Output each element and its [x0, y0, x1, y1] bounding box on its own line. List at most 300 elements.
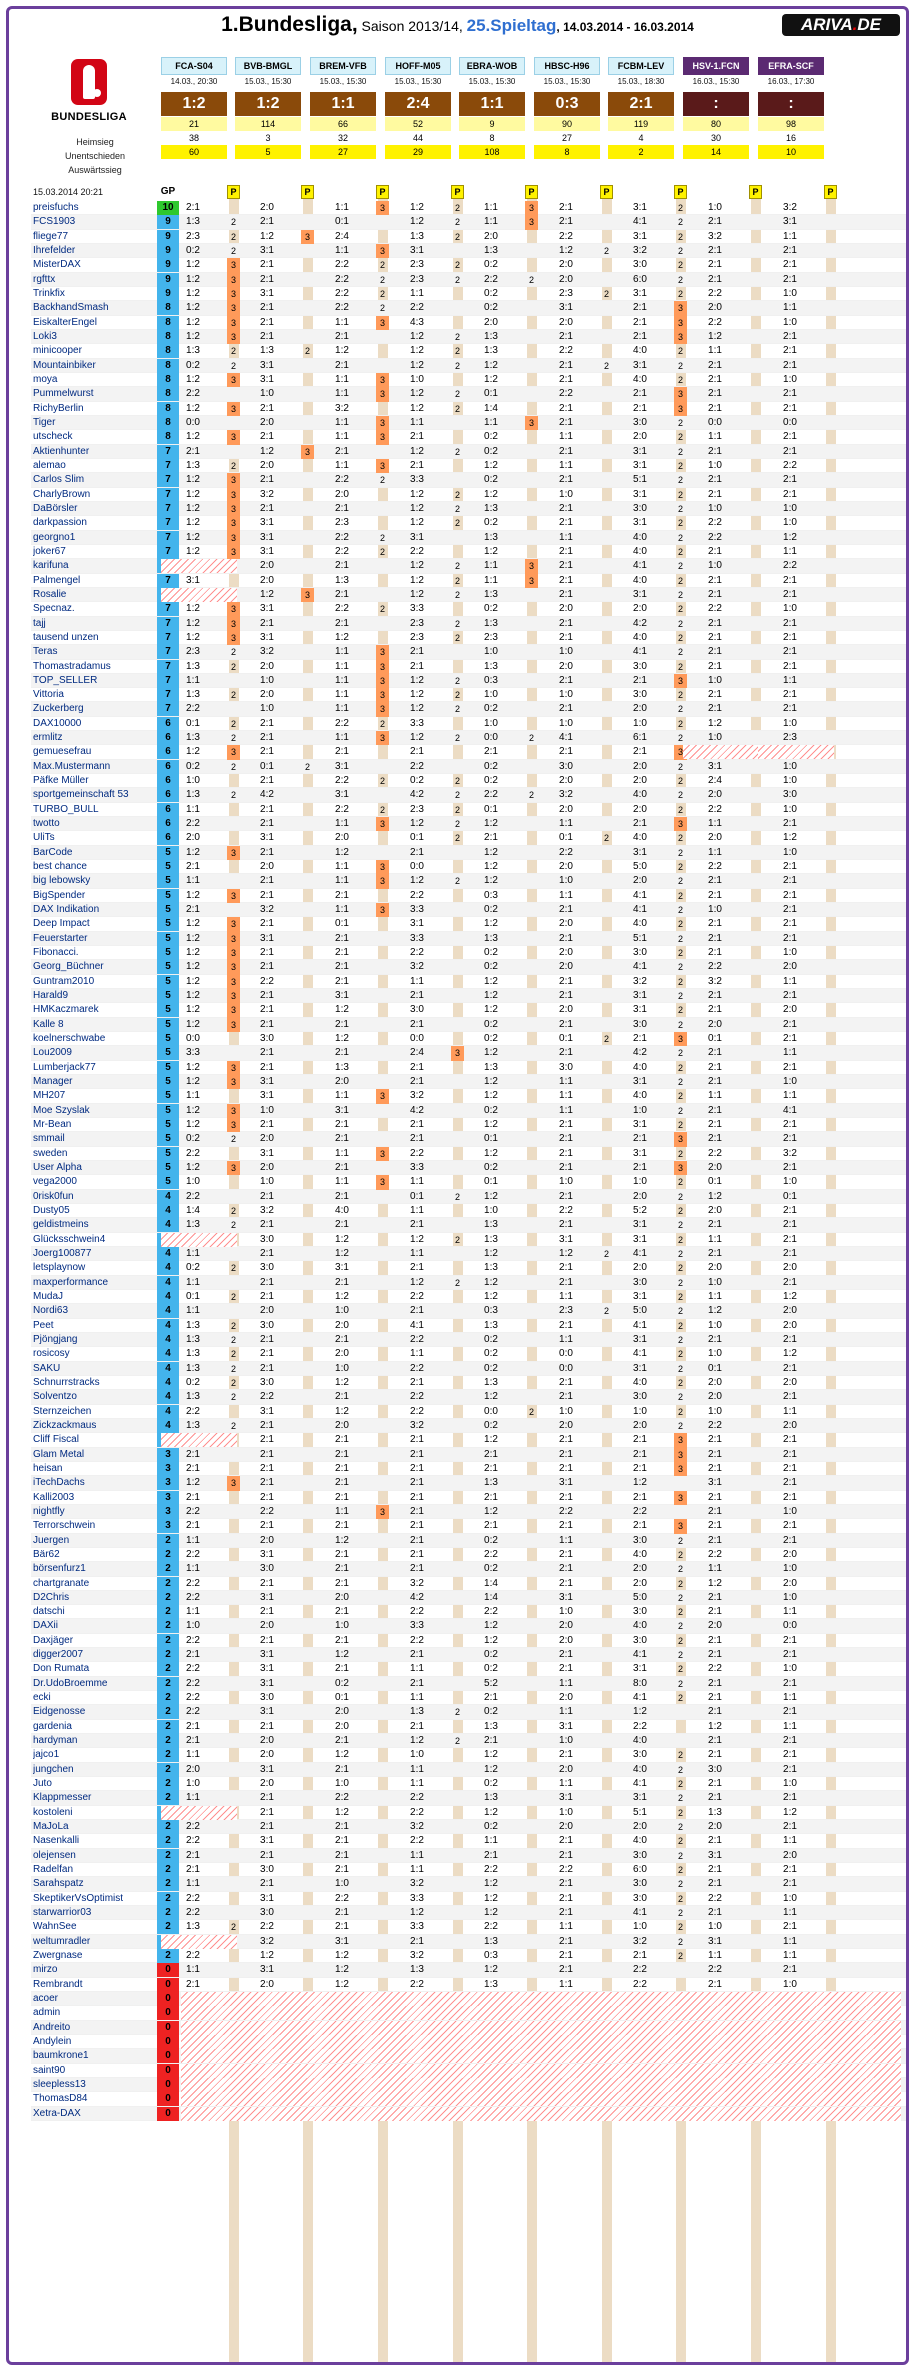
player-name[interactable]: Mr-Bean	[33, 1119, 72, 1130]
tip-cell: 3:1	[633, 1362, 647, 1374]
tip-cell: 1:1	[410, 1348, 424, 1360]
tip-cell: 1:0	[708, 202, 722, 213]
tip-cell: 2:1	[260, 1520, 274, 1532]
player-name[interactable]: fliege77	[33, 230, 69, 242]
match-code[interactable]: BVB-BMGL	[235, 57, 301, 75]
player-name[interactable]: TURBO_BULL	[33, 803, 99, 815]
tip-cell: 2:2	[783, 459, 797, 471]
match-code[interactable]: HSV-1.FCN	[683, 57, 749, 75]
player-name[interactable]: hardyman	[33, 1735, 78, 1747]
player-name[interactable]: alemao	[33, 459, 66, 471]
player-name[interactable]: geldistmeins	[33, 1219, 89, 1231]
tip-cell: 1:2	[186, 316, 200, 328]
player-name[interactable]: rgfttx	[33, 273, 56, 285]
player-name[interactable]: Andylein	[33, 2036, 72, 2047]
tip-cell: 1:2	[186, 517, 200, 529]
tip-cell: 3:1	[559, 1233, 573, 1245]
player-name[interactable]: utscheck	[33, 431, 73, 443]
player-name[interactable]: WahnSee	[33, 1921, 77, 1933]
points-cell: 2	[677, 804, 683, 815]
title-dates: , 14.03.2014 - 16.03.2014	[556, 20, 694, 34]
player-name[interactable]: Trinkfix	[33, 287, 65, 299]
player-name[interactable]: Ihrefelder	[33, 244, 76, 256]
player-name[interactable]: starwarrior03	[33, 1907, 92, 1919]
player-name[interactable]: Rembrandt	[33, 1978, 83, 1990]
match-date: 16.03., 17:30	[767, 77, 815, 86]
player-name[interactable]: Klappmesser	[33, 1792, 92, 1804]
player-name[interactable]: tajj	[33, 617, 46, 629]
player-name[interactable]: twotto	[33, 818, 60, 830]
tip-cell: 2:1	[783, 402, 797, 414]
points-cell: 3	[376, 1147, 389, 1161]
player-name[interactable]: Lumberjack77	[33, 1061, 96, 1073]
player-name[interactable]: DAX10000	[33, 717, 82, 729]
player-name[interactable]: Glam Metal	[33, 1448, 85, 1460]
player-name[interactable]: gardenia	[33, 1720, 72, 1732]
tip-cell: 1:3	[484, 330, 498, 342]
player-name[interactable]: börsenfurz1	[33, 1563, 86, 1575]
player-gp: 5	[157, 860, 179, 874]
tip-cell: 2:1	[410, 1076, 424, 1088]
player-name[interactable]: Bär62	[33, 1548, 60, 1560]
points-cell: 2	[677, 1578, 683, 1589]
player-name[interactable]: Glücksschwein4	[33, 1233, 106, 1245]
tip-cell: 1:3	[484, 244, 498, 256]
player-name[interactable]: Guntram2010	[33, 975, 95, 987]
player-name[interactable]: D2Chris	[33, 1591, 70, 1603]
tip-cell: 1:0	[783, 1076, 797, 1088]
points-cell: 3	[674, 301, 687, 315]
tip-cell: 0:0	[186, 416, 200, 428]
player-name[interactable]: smmail	[33, 1133, 65, 1145]
match-draw-count: 4	[608, 131, 674, 145]
points-cell: 2	[230, 647, 236, 658]
player-name[interactable]: FCS1903	[33, 216, 76, 228]
player-name[interactable]: MaJoLa	[33, 1821, 69, 1833]
player-name[interactable]: moya	[33, 373, 58, 385]
tip-cell: 0:1	[484, 803, 498, 815]
tip-cell: 5:1	[633, 474, 647, 486]
player-name[interactable]: Schnurrstracks	[33, 1376, 100, 1388]
tip-cell: 2:1	[335, 1663, 349, 1675]
player-name[interactable]: Tiger	[33, 416, 56, 428]
points-cell: 2	[677, 1564, 683, 1575]
player-name[interactable]: Kalle 8	[33, 1018, 64, 1030]
player-name[interactable]: rosicosy	[33, 1348, 70, 1360]
tip-cell: 0:1	[559, 832, 573, 844]
player-name[interactable]: Zwergnase	[33, 1950, 83, 1962]
player-name[interactable]: 0risk0fun	[33, 1190, 74, 1202]
tip-cell: 1:4	[484, 402, 498, 414]
tip-cell: 1:1	[783, 1692, 797, 1704]
match-code[interactable]: HBSC-H96	[534, 57, 600, 75]
points-cell: 2	[677, 1306, 683, 1317]
player-name[interactable]: Deep Impact	[33, 918, 90, 930]
player-name[interactable]: minicooper	[33, 345, 82, 357]
player-name[interactable]: Sarahspatz	[33, 1878, 84, 1890]
tip-cell: 1:2	[410, 674, 424, 686]
player-name[interactable]: Solventzo	[33, 1391, 77, 1403]
player-name[interactable]: kostoleni	[33, 1806, 73, 1818]
tip-cell: 1:1	[335, 244, 349, 256]
player-gp: 8	[157, 316, 179, 330]
points-cell: 2	[677, 847, 683, 858]
player-name[interactable]: admin	[33, 2007, 61, 2019]
tip-cell: 1:2	[186, 1018, 200, 1030]
tip-cell: 2:2	[335, 803, 349, 815]
points-cell: 3	[227, 1003, 240, 1017]
player-name[interactable]: SkeptikerVsOptimist	[33, 1892, 124, 1904]
tip-cell: 2:1	[559, 1319, 573, 1331]
tip-cell: 2:1	[559, 1262, 573, 1274]
player-name[interactable]: Päfke Müller	[33, 775, 89, 787]
player-name[interactable]: Vittoria	[33, 689, 64, 701]
tip-cell: 2:0	[633, 1563, 647, 1575]
player-name[interactable]: Don Rumata	[33, 1663, 90, 1675]
points-cell: 2	[230, 217, 236, 228]
tip-cell: 0:2	[484, 1161, 498, 1173]
player-name[interactable]: Max.Mustermann	[33, 760, 111, 772]
player-name[interactable]: sweden	[33, 1147, 68, 1159]
player-name[interactable]: MH207	[33, 1090, 66, 1102]
player-name[interactable]: Pummelwurst	[33, 388, 94, 400]
tip-cell: 2:1	[260, 1004, 274, 1016]
player-name[interactable]: jungchen	[33, 1763, 74, 1775]
tip-cell: 1:3	[186, 689, 200, 701]
tip-cell: 3:1	[260, 287, 274, 299]
tip-cell: 3:1	[633, 588, 647, 600]
player-name[interactable]: Aktienhunter	[33, 445, 90, 457]
player-name[interactable]: Dusty05	[33, 1204, 70, 1216]
table-row	[31, 660, 909, 674]
player-name[interactable]: Joerg100877	[33, 1247, 92, 1259]
tip-cell: 2:1	[559, 1462, 573, 1474]
player-name[interactable]: Peet	[33, 1319, 54, 1331]
tip-cell: 2:1	[559, 932, 573, 944]
player-name[interactable]: Moe Szyslak	[33, 1104, 90, 1116]
tip-cell: 1:0	[708, 1921, 722, 1933]
points-cell: 3	[674, 1491, 687, 1505]
tip-cell: 2:0	[633, 1821, 647, 1833]
player-name[interactable]: Rosalie	[33, 588, 67, 600]
tip-cell: 2:1	[783, 330, 797, 342]
player-name[interactable]: Mountainbiker	[33, 359, 96, 371]
player-name[interactable]: letsplaynow	[33, 1262, 86, 1274]
tip-cell: 3:0	[783, 789, 797, 801]
tip-cell: 1:2	[484, 1076, 498, 1088]
player-name[interactable]: ermlitz	[33, 732, 63, 744]
player-name[interactable]: saint90	[33, 2064, 66, 2076]
player-name[interactable]: koelnerschwabe	[33, 1033, 106, 1045]
tip-cell: 0:2	[484, 1362, 498, 1374]
player-name[interactable]: Juergen	[33, 1534, 70, 1546]
points-cell: 2	[677, 1363, 683, 1374]
match-code[interactable]: EBRA-WOB	[459, 57, 525, 75]
tip-cell: 2:1	[410, 1119, 424, 1130]
player-name[interactable]: Cliff Fiscal	[33, 1434, 79, 1446]
player-gp: 5	[157, 1061, 179, 1075]
player-name[interactable]: gemuesefrau	[33, 746, 92, 758]
table-row	[31, 387, 909, 401]
tip-cell: 2:1	[559, 416, 573, 428]
player-name[interactable]: HMKaczmarek	[33, 1004, 99, 1016]
tip-cell: 2:1	[335, 1835, 349, 1847]
tip-cell: 2:1	[260, 1276, 274, 1288]
tip-cell: 0:2	[484, 1778, 498, 1790]
points-cell: 2	[304, 761, 310, 772]
player-name[interactable]: Feuerstarter	[33, 932, 88, 944]
tip-cell: 1:0	[559, 689, 573, 701]
tip-cell: 1:3	[484, 1477, 498, 1489]
tip-cell: 2:1	[783, 474, 797, 486]
points-cell: 2	[677, 1019, 683, 1030]
player-name[interactable]: Thomastradamus	[33, 660, 111, 672]
points-cell: 3	[227, 488, 240, 502]
tip-cell: 2:1	[410, 646, 424, 658]
tip-cell: 1:2	[186, 631, 200, 643]
points-cell: 2	[454, 733, 460, 744]
player-name[interactable]: SAKU	[33, 1362, 61, 1374]
player-gp: 5	[157, 1161, 179, 1175]
tip-cell: 2:2	[410, 302, 424, 314]
match-score: 1:1	[459, 92, 525, 116]
player-name[interactable]: georgno1	[33, 531, 76, 543]
tip-cell: 4:1	[633, 1319, 647, 1331]
player-name[interactable]: vega2000	[33, 1176, 77, 1188]
player-name[interactable]: RichyBerlin	[33, 402, 84, 414]
player-name[interactable]: maxperformance	[33, 1276, 109, 1288]
player-name[interactable]: olejensen	[33, 1849, 76, 1861]
player-name[interactable]: karifuna	[33, 560, 69, 572]
player-name[interactable]: iTechDachs	[33, 1477, 85, 1489]
tip-cell: 2:1	[708, 631, 722, 643]
tip-cell: 3:3	[410, 1161, 424, 1173]
tip-cell: 2:1	[186, 1462, 200, 1474]
tip-cell: 2:2	[633, 1964, 647, 1976]
player-name[interactable]: weltumradler	[33, 1935, 91, 1947]
points-cell: 2	[677, 905, 683, 916]
tip-cell: 2:0	[783, 1548, 797, 1560]
player-name[interactable]: DaBörsler	[33, 502, 78, 514]
player-name[interactable]: Xetra-DAX	[33, 2107, 81, 2119]
player-name[interactable]: Carlos Slim	[33, 474, 85, 486]
tip-cell: 0:2	[484, 1706, 498, 1718]
tip-cell: 1:3	[186, 1391, 200, 1403]
tip-cell: 2:0	[633, 603, 647, 615]
player-name[interactable]: Harald9	[33, 990, 69, 1002]
player-name[interactable]: EiskalterEngel	[33, 316, 97, 328]
tip-cell: 3:1	[633, 1119, 647, 1130]
table-row	[31, 745, 909, 759]
tip-cell: 2:1	[708, 1520, 722, 1532]
table-row	[31, 989, 909, 1003]
player-name[interactable]: Eidgenosse	[33, 1706, 86, 1718]
player-gp: 5	[157, 874, 179, 888]
player-name[interactable]: Georg_Büchner	[33, 961, 104, 973]
tip-cell: 2:1	[260, 1634, 274, 1646]
player-name[interactable]: BarCode	[33, 846, 73, 858]
tip-cell: 1:1	[335, 431, 349, 443]
points-cell: 2	[677, 1635, 683, 1646]
tip-cell: 2:1	[559, 904, 573, 916]
match-code[interactable]: FCA-S04	[161, 57, 227, 75]
player-name[interactable]: MisterDAX	[33, 259, 81, 271]
player-name[interactable]: Kalli2003	[33, 1491, 75, 1503]
tip-cell: 2:2	[410, 1634, 424, 1646]
tip-cell: 2:2	[335, 273, 349, 285]
points-cell: 2	[677, 489, 683, 500]
no-tip-hatch	[181, 2035, 901, 2049]
tip-cell: 1:2	[410, 1735, 424, 1747]
tip-cell: 1:0	[708, 674, 722, 686]
tip-cell: 1:1	[335, 373, 349, 385]
table-row	[31, 803, 909, 817]
match-draw-count: 8	[459, 131, 525, 145]
player-name[interactable]: MudaJ	[33, 1290, 64, 1302]
tip-cell: 1:1	[335, 459, 349, 471]
tip-cell: 2:1	[783, 1706, 797, 1718]
tip-cell: 1:1	[484, 1835, 498, 1847]
player-name[interactable]: Palmengel	[33, 574, 81, 586]
points-cell: 2	[677, 274, 683, 285]
table-row	[31, 1562, 909, 1576]
player-name[interactable]: Teras	[33, 646, 58, 658]
player-name[interactable]: Fibonacci.	[33, 947, 79, 959]
player-name[interactable]: sportgemeinschaft 53	[33, 789, 129, 801]
tip-cell: 1:3	[484, 345, 498, 357]
tip-cell: 2:4	[335, 230, 349, 242]
player-name[interactable]: Zuckerberg	[33, 703, 84, 715]
player-name[interactable]: Lou2009	[33, 1047, 72, 1059]
points-cell: 2	[677, 1148, 683, 1159]
player-name[interactable]: Terrorschwein	[33, 1520, 96, 1532]
tip-cell: 1:1	[335, 875, 349, 887]
player-name[interactable]: jajco1	[33, 1749, 60, 1761]
player-name[interactable]: Nasenkalli	[33, 1835, 80, 1847]
tip-cell: 1:2	[186, 1161, 200, 1173]
tip-cell: 2:2	[484, 1548, 498, 1560]
player-name[interactable]: Dr.UdoBroemme	[33, 1677, 108, 1689]
player-name[interactable]: User Alpha	[33, 1161, 82, 1173]
tip-cell: 2:0	[708, 1391, 722, 1403]
player-name[interactable]: Pjöngjang	[33, 1333, 78, 1345]
player-gp: 2	[157, 1849, 179, 1863]
title-matchday-link[interactable]: 25.Spieltag	[466, 16, 557, 35]
tip-cell: 2:1	[783, 1649, 797, 1661]
player-name[interactable]: UliTs	[33, 832, 55, 844]
player-name[interactable]: ecki	[33, 1692, 51, 1704]
player-name[interactable]: Manager	[33, 1076, 73, 1088]
player-name[interactable]: joker67	[33, 545, 66, 557]
player-gp: 3	[157, 1476, 179, 1490]
tip-cell: 2:1	[335, 1548, 349, 1560]
tip-cell: 1:1	[186, 1749, 200, 1761]
player-name[interactable]: digger2007	[33, 1649, 84, 1661]
tip-cell: 2:1	[260, 402, 274, 414]
tip-cell: 2:1	[335, 1634, 349, 1646]
player-name[interactable]: BackhandSmash	[33, 302, 109, 314]
ariva-logo[interactable]	[782, 14, 900, 36]
points-cell: 2	[454, 575, 460, 586]
tip-cell: 2:1	[708, 889, 722, 901]
player-name[interactable]: Radelfan	[33, 1864, 74, 1876]
player-gp: 5	[157, 1018, 179, 1032]
player-name[interactable]: Andreito	[33, 2021, 71, 2033]
player-name[interactable]: Loki3	[33, 330, 57, 342]
player-name[interactable]: chartgranate	[33, 1577, 90, 1589]
tip-cell: 1:1	[335, 388, 349, 400]
no-tip-hatch	[161, 1806, 237, 1820]
points-cell: 2	[677, 1248, 683, 1259]
player-name[interactable]: tausend unzen	[33, 631, 99, 643]
player-gp: 5	[157, 946, 179, 960]
player-name[interactable]: mirzo	[33, 1964, 58, 1976]
tip-cell: 1:1	[708, 1090, 722, 1102]
tip-cell: 1:0	[783, 1978, 797, 1990]
player-name[interactable]: Specnaz.	[33, 603, 75, 615]
tip-cell: 2:0	[708, 1161, 722, 1173]
points-cell: 3	[376, 1089, 389, 1103]
tip-cell: 2:2	[186, 1147, 200, 1159]
player-name[interactable]: DAX Indikation	[33, 904, 100, 916]
tip-cell: 2:1	[260, 1491, 274, 1503]
match-code[interactable]: FCBM-LEV	[608, 57, 674, 75]
player-gp: 0	[157, 1963, 179, 1977]
player-name[interactable]: Sternzeichen	[33, 1405, 92, 1417]
player-name[interactable]: Juto	[33, 1778, 52, 1790]
player-name[interactable]: preisfuchs	[33, 202, 79, 213]
tip-cell: 0:3	[484, 674, 498, 686]
tip-cell: 1:0	[708, 732, 722, 744]
tip-cell: 1:0	[260, 703, 274, 715]
tip-cell: 2:2	[186, 1190, 200, 1202]
player-name[interactable]: TOP_SELLER	[33, 674, 98, 686]
tip-cell: 1:4	[186, 1204, 200, 1216]
tip-cell: 2:0	[559, 273, 573, 285]
tip-cell: 2:1	[410, 1720, 424, 1732]
table-row	[31, 215, 909, 229]
match-code[interactable]: HOFF-M05	[385, 57, 451, 75]
player-name[interactable]: CharlyBrown	[33, 488, 91, 500]
player-name[interactable]: best chance	[33, 861, 87, 873]
points-cell: 3	[674, 316, 687, 330]
tip-cell: 2:0	[708, 789, 722, 801]
player-name[interactable]: sleepless13	[33, 2078, 86, 2090]
player-name[interactable]: datschi	[33, 1606, 65, 1618]
player-name[interactable]: DAXii	[33, 1620, 59, 1632]
match-code[interactable]: BREM-VFB	[310, 57, 376, 75]
player-name[interactable]: Nordi63	[33, 1305, 69, 1317]
player-name[interactable]: Zickzackmaus	[33, 1419, 97, 1431]
table-row	[31, 1920, 909, 1934]
player-name[interactable]: darkpassion	[33, 517, 87, 529]
player-name[interactable]: heisan	[33, 1462, 63, 1474]
player-name[interactable]: baumkrone1	[33, 2050, 89, 2062]
match-code[interactable]: EFRA-SCF	[758, 57, 824, 75]
points-cell: 2	[379, 546, 385, 557]
tip-cell: 2:1	[708, 1061, 722, 1073]
player-name[interactable]: big lebowsky	[33, 875, 91, 887]
tip-cell: 3:0	[633, 1878, 647, 1890]
tip-cell: 1:2	[335, 1964, 349, 1976]
tip-cell: 2:1	[559, 1190, 573, 1202]
player-name[interactable]: Daxjäger	[33, 1634, 74, 1646]
tip-cell: 0:2	[484, 1534, 498, 1546]
player-name[interactable]: ThomasD84	[33, 2093, 88, 2105]
player-name[interactable]: acoer	[33, 1993, 59, 2005]
player-name[interactable]: nightfly	[33, 1505, 65, 1517]
player-name[interactable]: BigSpender	[33, 889, 86, 901]
